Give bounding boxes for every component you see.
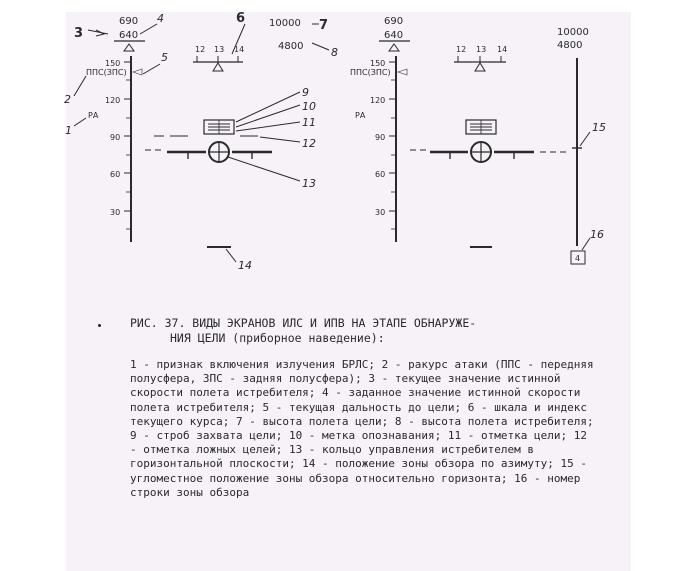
left-course-12: 12 (195, 45, 206, 54)
leader-8 (312, 43, 329, 50)
right-screen (350, 16, 590, 264)
leader-3-arrowhead (96, 30, 104, 36)
callout-3: 3 (74, 26, 84, 41)
scan-row-number: 4 (575, 254, 581, 263)
left-screen (74, 16, 329, 262)
leader-1 (74, 118, 86, 126)
right-speed-set: 640 (384, 30, 404, 41)
right-course-13: 13 (476, 45, 487, 54)
right-course-14: 14 (497, 45, 508, 54)
callout-8: 8 (331, 46, 338, 59)
right-range-ticks (389, 62, 396, 229)
right-tick-label-60: 60 (375, 170, 386, 179)
callout-9: 9 (302, 86, 309, 99)
leader-12 (260, 137, 300, 142)
left-range-ticks (124, 62, 131, 229)
leader-5 (143, 64, 160, 74)
left-tick-label-90: 90 (110, 133, 121, 142)
right-tick-label-30: 30 (375, 208, 386, 217)
callout-13: 13 (302, 177, 316, 190)
leader-9 (236, 92, 300, 122)
right-course-index-triangle (475, 63, 485, 71)
caption-title-line2: НИЯ ЦЕЛИ (приборное наведение): (170, 331, 385, 345)
right-ra-label: РА (355, 111, 366, 120)
left-aspect-label: ППС(ЗПС) (86, 68, 127, 77)
right-tick-label-120: 120 (370, 96, 386, 105)
callout-11: 11 (302, 116, 316, 129)
leader-14 (226, 249, 236, 262)
callout-5: 5 (161, 51, 168, 64)
right-speed-index-triangle (389, 44, 399, 51)
caption-title (130, 316, 600, 346)
caption-title-line1: РИС. 37. ВИДЫ ЭКРАНОВ ИЛС И ИПВ НА ЭТАПЕ ОБНАРУЖЕ- (130, 316, 477, 330)
callout-12: 12 (302, 137, 316, 150)
callout-2: 2 (64, 93, 71, 106)
callout-15: 15 (592, 121, 606, 134)
figure-caption (130, 316, 600, 500)
right-range-caret (398, 69, 407, 75)
caption-body: 1 - признак включения излучения БРЛС; 2 - ракурс атаки (ППС - передняя полусфера, ЗПС - задняя полусфера); 3 - текущее значение истинной скорости полета истребителя; 4 - заданное значение истинной скорости полета истребителя; 5 - текущая дальность до цели; 6 - шкала и индекс текущего курса; 7 - высота полета цели; 8 - высота полета истребителя; 9 - строб захвата цели; 10 - метка опознавания; 11 - отметка цели; 12 - отметка ложных целей; 13 - кольцо управления истребителем в горизонтальной плоскости; 14 - положение зоны обзора по азимуту; 15 - угломестное положение зоны обзора относительно горизонта; 16 - номер строки зоны обзора (130, 358, 594, 499)
left-course-14: 14 (234, 45, 245, 54)
leader-16 (582, 238, 590, 250)
leader-13 (228, 157, 300, 181)
right-speed-current: 690 (384, 16, 404, 27)
right-altitude-own: 4800 (557, 40, 583, 51)
left-ra-label: РА (88, 111, 99, 120)
right-tick-label-90: 90 (375, 133, 386, 142)
left-range-caret (133, 69, 142, 75)
callout-7: 7 (319, 18, 329, 33)
left-speed-set: 640 (119, 30, 139, 41)
right-aspect-label: ППС(ЗПС) (350, 68, 391, 77)
callout-4: 4 (157, 12, 164, 25)
callout-14: 14 (238, 259, 252, 272)
margin-dot (98, 324, 101, 327)
left-course-index-triangle (213, 63, 223, 71)
callout-10: 10 (302, 100, 316, 113)
callout-6: 6 (236, 11, 246, 26)
left-tick-label-60: 60 (110, 170, 121, 179)
left-speed-current: 690 (119, 16, 139, 27)
right-course-12: 12 (456, 45, 467, 54)
left-tick-label-30: 30 (110, 208, 121, 217)
left-altitude-own: 4800 (278, 41, 304, 52)
right-altitude-target: 10000 (557, 27, 589, 38)
left-tick-label-150: 150 (105, 59, 121, 68)
callout-16: 16 (590, 228, 604, 241)
leader-2 (74, 76, 86, 96)
left-speed-index-triangle (124, 44, 134, 51)
left-tick-label-120: 120 (105, 96, 121, 105)
leader-15 (580, 132, 590, 146)
right-tick-label-150: 150 (370, 59, 386, 68)
left-altitude-target: 10000 (269, 18, 301, 29)
left-course-13: 13 (214, 45, 225, 54)
callout-1: 1 (65, 124, 72, 137)
leader-4 (140, 24, 157, 34)
